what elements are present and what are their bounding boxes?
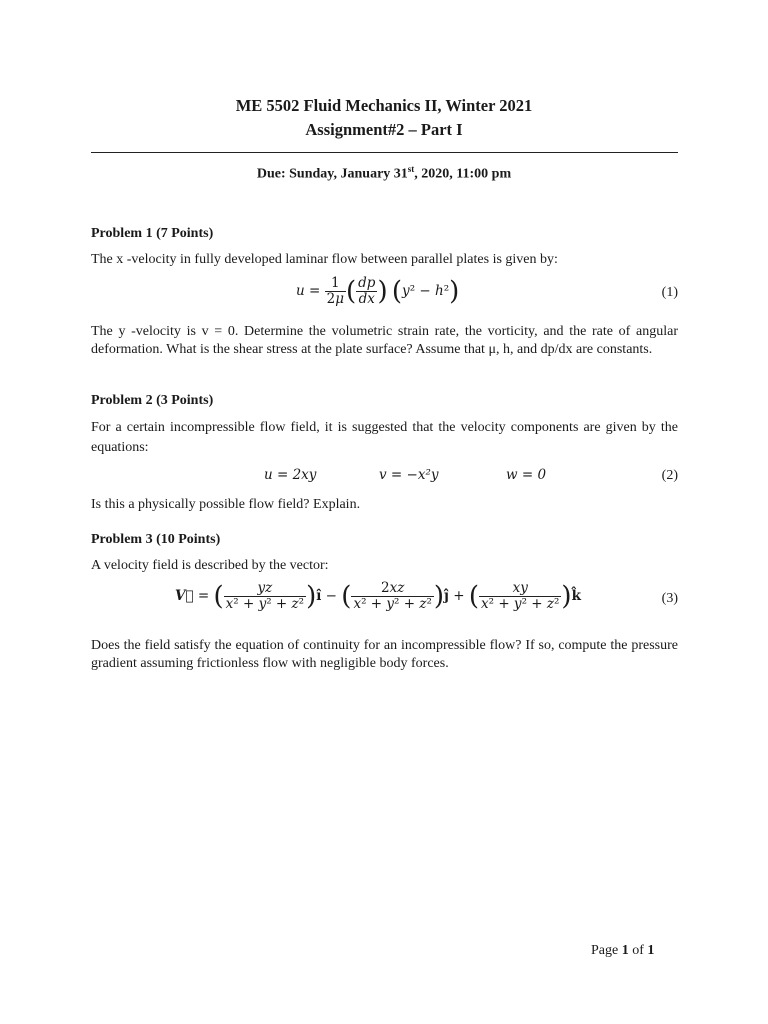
problem-2-body: Is this a physically possible flow field? Explain. [91, 497, 361, 512]
problem-2-heading: Problem 2 (3 Points) [91, 393, 214, 408]
equation-3-math: V⃗ = ( $\frac{yz}{\text{x² + y² + z²}}$ )î − ( $\frac{2xz}{\text{x² + y² + z²}}$ )ĵ + ( $\frac{xy}{\text{x² + y² + z²}}$ )k̂ [175, 580, 581, 612]
problem-1-body: The y -velocity is v = 0. Determine the volumetric strain rate, the vorticity, and the rate of angular deformation. What is the shear stress at the plate surface? Assume that μ, h, and dp/dx are constants. [91, 324, 678, 357]
page-number [591, 943, 654, 959]
equation-2-v: v = −x²y [379, 467, 439, 483]
problem-3-body: Does the field satisfy the equation of continuity for an incompressible flow? If so, compute the pressure gradient assuming frictionless flow with negligible body forces. [91, 638, 678, 671]
equation-2-w: w = 0 [506, 467, 547, 483]
page-word: Page [591, 943, 622, 958]
equation-2-u: u = 2xy [264, 467, 317, 483]
due-prefix: Due: Sunday, January 31 [256, 166, 408, 182]
problem-3-intro: A velocity field is described by the vector: [91, 558, 329, 573]
equation-3 [91, 580, 678, 620]
due-suffix: , 2020, 11:00 pm [414, 166, 512, 182]
of-word: of [628, 943, 648, 958]
equation-1-math: u = $\frac{1}{2\mu}$ ( $\frac{dp}{dx}$ ) (y² − h²) [296, 275, 460, 307]
problem-1-intro: The x -velocity in fully developed laminar flow between parallel plates is given by: [91, 252, 558, 267]
assignment-title: Assignment#2 – Part I [305, 120, 463, 139]
equation-3-number: (3) [661, 591, 678, 606]
equation-1-number: (1) [661, 285, 678, 300]
due-superscript: st [407, 164, 415, 174]
equation-1 [91, 274, 678, 314]
due-date [0, 164, 768, 183]
problem-1-heading: Problem 1 (7 Points) [91, 226, 214, 241]
problem-2-intro: For a certain incompressible flow field, it is suggested that the velocity components are given by the equations: [91, 420, 678, 455]
equation-2 [91, 466, 678, 488]
header-divider [91, 152, 678, 153]
page-total: 1 [647, 943, 655, 958]
page-current: 1 [621, 943, 629, 958]
problem-3-heading: Problem 3 (10 Points) [91, 532, 221, 547]
equation-2-number: (2) [661, 468, 678, 483]
course-title: ME 5502 Fluid Mechanics II, Winter 2021 [235, 96, 533, 115]
